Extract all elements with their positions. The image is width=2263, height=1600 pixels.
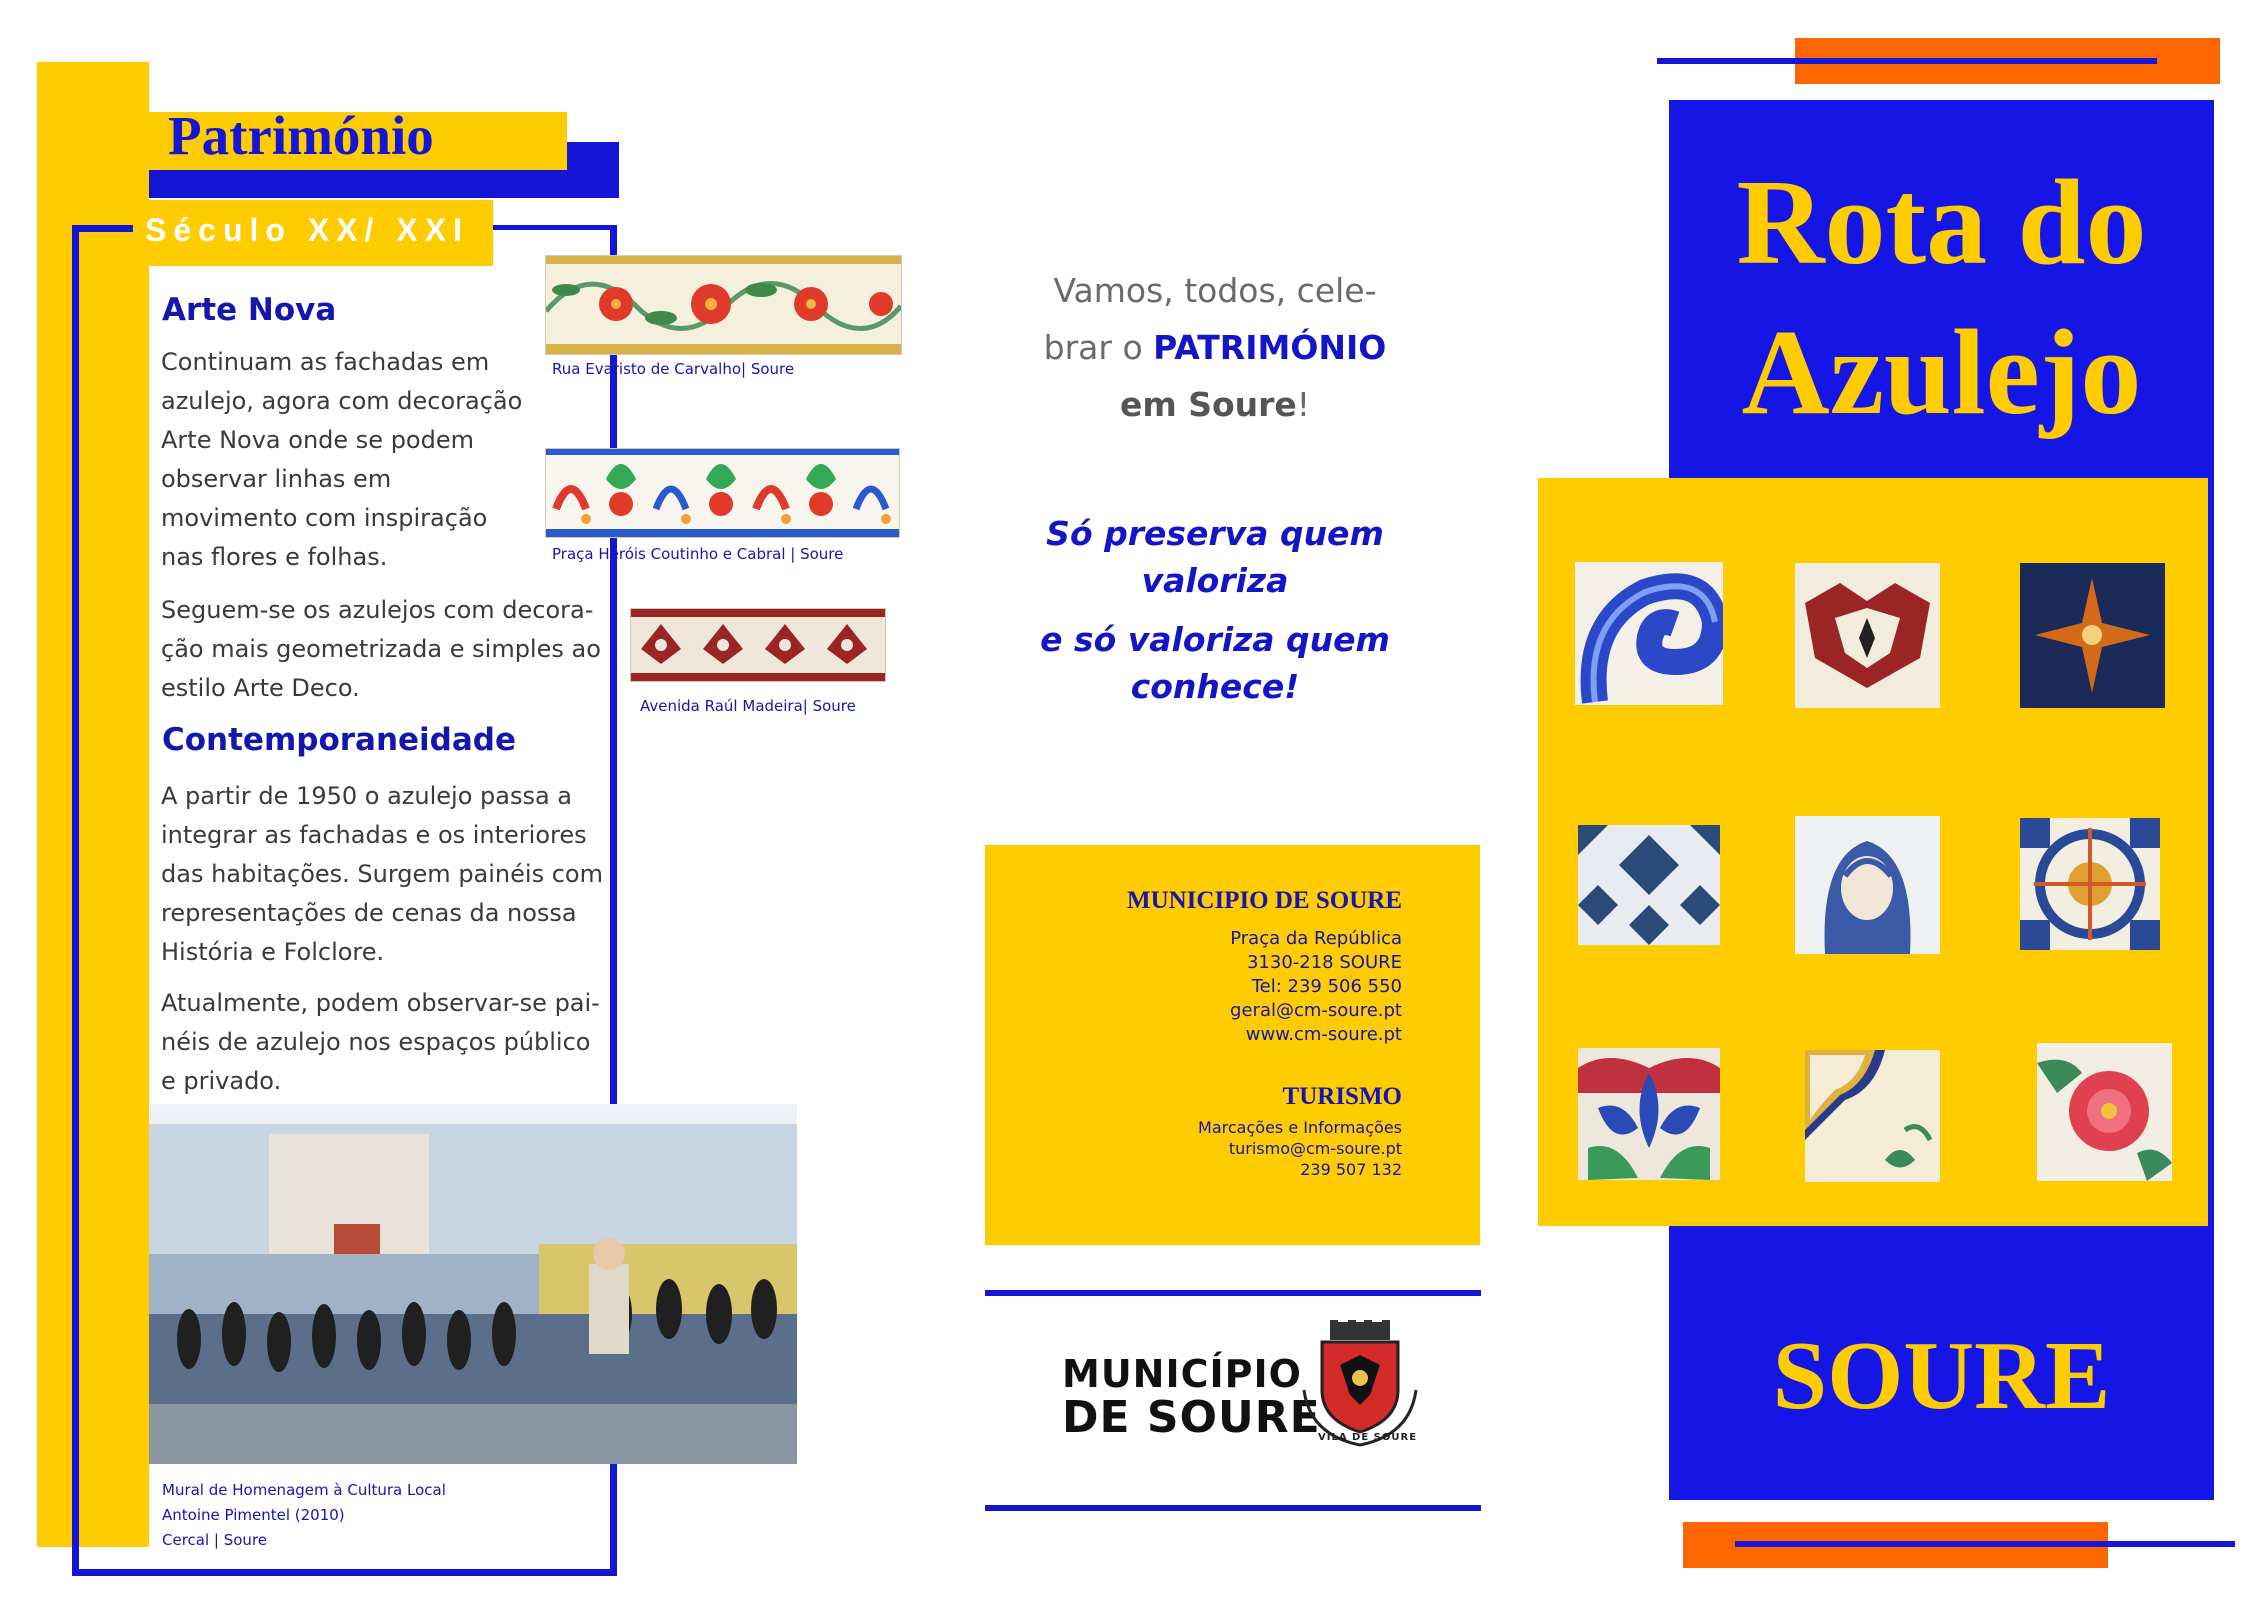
tile-caption-1: Rua Evaristo de Carvalho| Soure: [552, 360, 795, 378]
arte-deco-text: [161, 591, 606, 720]
municipio-logo: [1062, 1352, 1321, 1443]
mural-photo: [149, 1104, 797, 1464]
cover-title-line-1: Rota do: [1736, 155, 2147, 290]
contact-box: [985, 845, 1480, 1245]
celebrate-exclamation: !: [1296, 385, 1311, 424]
tile-caption-3: Avenida Raúl Madeira| Soure: [640, 697, 856, 715]
arte-nova-paragraph-2: Seguem-se os azulejos com decora-ção mais geometrizada e simples ao estilo Arte Deco.: [161, 596, 601, 702]
bottom-blue-line: [1735, 1541, 2235, 1547]
section-title: Património: [168, 105, 434, 166]
tile-dotted-image: [1805, 1050, 1940, 1182]
tile-portrait-image: [1795, 816, 1940, 954]
heading-arte-nova: Arte Nova: [162, 292, 337, 328]
quote-line-4: conhece!: [1130, 667, 1300, 706]
email-link[interactable]: geral@cm-soure.pt: [1230, 1000, 1402, 1021]
mural-caption-line-2: Antoine Pimentel (2010): [162, 1506, 345, 1524]
tile-strip-floral-image: [545, 255, 902, 355]
tile-geometric-image: [1578, 825, 1720, 945]
tile-strip-deco-image: [630, 608, 886, 682]
contemporaneidade-text: [161, 777, 606, 1113]
logo-line-2: DE SOURE: [1062, 1392, 1321, 1443]
logo-line-1: MUNICÍPIO: [1062, 1352, 1302, 1396]
turismo-phone: 239 507 132: [1300, 1160, 1402, 1179]
celebrate-line-2a: brar o: [1043, 328, 1154, 367]
contemporaneidade-paragraph-1: A partir de 1950 o azulejo passa a integrar as fachadas e os interiores das habitações. Surgem painéis com representações de cenas da nossa História e Folclore.: [161, 782, 603, 966]
phone: Tel: 239 506 550: [1251, 976, 1402, 997]
seal-text: VILA DE SOURE: [1318, 1432, 1418, 1443]
celebrate-em-soure: em Soure: [1119, 385, 1297, 424]
celebrate-patrimonio: PATRIMÓNIO: [1153, 328, 1387, 367]
celebrate-line-3: [985, 376, 1445, 433]
website-link[interactable]: www.cm-soure.pt: [1245, 1024, 1402, 1045]
cover-title-line-2: Azulejo: [1741, 305, 2142, 440]
divider-bottom: [985, 1505, 1481, 1511]
arte-nova-text: [161, 343, 531, 589]
contemporaneidade-paragraph-2: Atualmente, podem observar-se pai-néis de azulejo nos espaços público e privado.: [161, 989, 600, 1095]
preserve-quote: [1005, 510, 1425, 710]
mural-caption: [162, 1478, 446, 1553]
tile-strip-arte-nova-image: [545, 448, 900, 538]
turismo-info: Marcações e Informações: [1198, 1118, 1402, 1137]
turismo-title: TURISMO: [1282, 1083, 1402, 1110]
address-line-1: Praça da República: [1230, 928, 1402, 949]
arte-nova-paragraph-1: Continuam as fachadas em azulejo, agora com decoração Arte Nova onde se podem observar linhas em movimento com inspiração nas flores e folhas.: [161, 348, 523, 571]
coat-of-arms-icon: [1300, 1320, 1420, 1450]
mural-caption-line-1: Mural de Homenagem à Cultura Local: [162, 1481, 446, 1499]
celebrate-line-2: [985, 319, 1445, 376]
heading-contemporaneidade: Contemporaneidade: [162, 722, 517, 758]
cover-title: [1669, 148, 2214, 448]
quote-line-1: Só preserva quem: [1046, 514, 1384, 553]
tile-red-ornament-image: [1795, 563, 1940, 708]
top-blue-line-overlay: [1657, 58, 2157, 64]
address-line-2: 3130-218 SOURE: [1246, 952, 1402, 973]
quote-line-3: e só valoriza quem: [1040, 620, 1390, 659]
century-label: Século XX/ XXI: [145, 212, 469, 248]
celebrate-line-1: Vamos, todos, cele-: [1053, 271, 1377, 310]
tile-mosaic-image: [2020, 818, 2160, 950]
municipio-title: MUNICIPIO DE SOURE: [1126, 887, 1402, 914]
mural-caption-line-3: Cercal | Soure: [162, 1531, 268, 1549]
celebrate-text: [985, 262, 1445, 433]
quote-line-2: valoriza: [1141, 561, 1289, 600]
tile-star-image: [2020, 563, 2165, 708]
tile-caption-2: Praça Heróis Coutinho e Cabral | Soure: [552, 545, 844, 563]
tile-rose-image: [2037, 1043, 2172, 1181]
cover-place-name: SOURE: [1772, 1322, 2111, 1430]
tile-spiral-image: [1575, 562, 1723, 705]
tile-fleur-image: [1578, 1048, 1720, 1180]
turismo-email-link[interactable]: turismo@cm-soure.pt: [1228, 1139, 1402, 1158]
divider-top: [985, 1290, 1481, 1296]
